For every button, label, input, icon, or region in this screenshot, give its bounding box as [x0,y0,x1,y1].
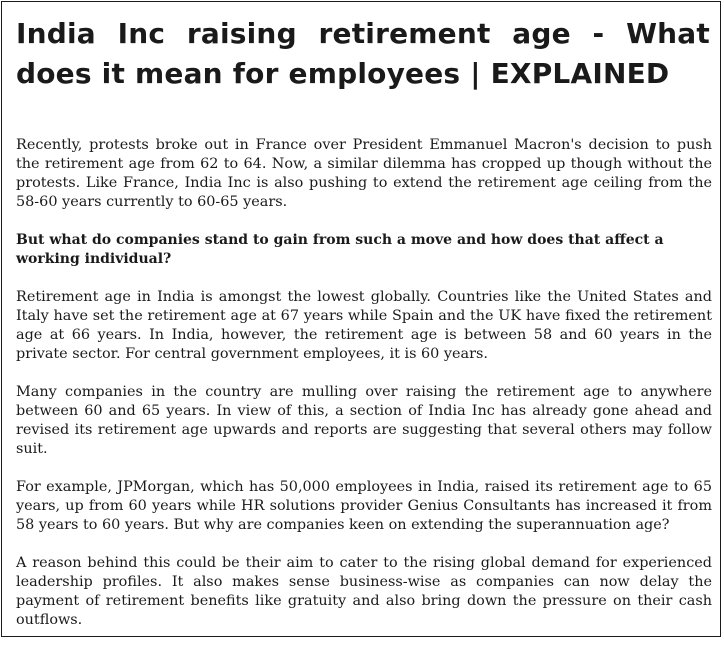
paragraph-intro: Recently, protests broke out in France over President Emmanuel Macron's decision to push the retirement age from 62 to 64. Now, a similar dilemma has cropped up though without the protests. Like France, India Inc is also pushing to extend the retirement age ceiling from the 58-60 years currently to 60-65 years. [16,137,712,210]
article-headline: India Inc raising retirement age - What does it mean for employees | EXPLAINED [16,17,710,90]
article-frame [1,1,721,637]
article-body [16,136,712,649]
paragraph-example: For example, JPMorgan, which has 50,000 employees in India, raised its retirement age to 65 years, up from 60 years while HR solutions provider Genius Consultants has increased it from 58 years to 60 years. But why are companies keen on extending the superannuation age? [16,479,712,533]
paragraph-companies-mulling: Many companies in the country are mulling over raising the retirement age to anywhere between 60 and 65 years. In view of this, a section of India Inc has already gone ahead and revised its retirement age upwards and reports are suggesting that several others may follow suit. [16,384,712,457]
paragraph-global-comparison: Retirement age in India is amongst the lowest globally. Countries like the United States and Italy have set the retirement age at 67 years while Spain and the UK have fixed the retirement age at 66 years. In India, however, the retirement age is between 58 and 60 years in the private sector. For central government employees, it is 60 years. [16,289,712,362]
paragraph-question: But what do companies stand to gain from such a move and how does that affect a working individual? [16,232,664,267]
paragraph-reason: A reason behind this could be their aim to cater to the rising global demand for experienced leadership profiles. It also makes sense business-wise as companies can now delay the payment of retirement benefits like gratuity and also bring down the pressure on their cash outflows. [16,555,712,628]
